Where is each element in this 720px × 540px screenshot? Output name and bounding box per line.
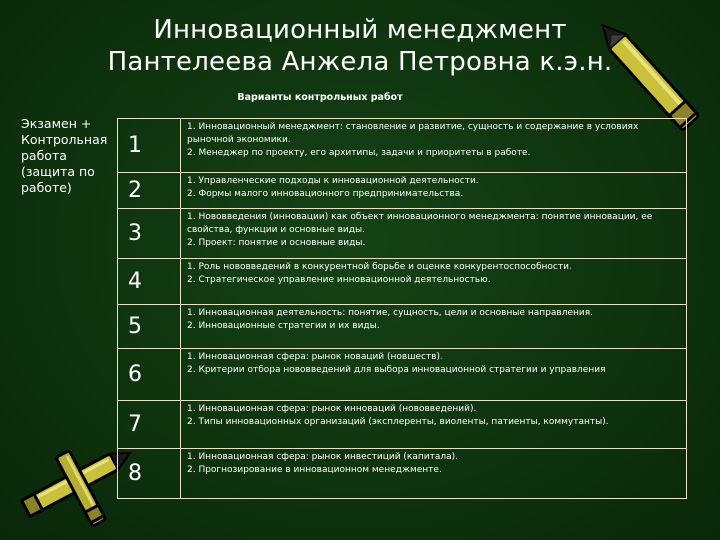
course-title: Инновационный менеджмент (153, 15, 567, 45)
variant-row (118, 305, 687, 349)
variants-table (117, 118, 687, 499)
topic-item: 1. Инновационная сфера: рынок инвестиций (капитала). (187, 452, 459, 462)
variant-topics (181, 401, 687, 449)
topic-item: 2. Типы инновационных организаций (эксплеренты, виоленты, патиенты, коммутанты). (187, 417, 609, 427)
variant-topics (181, 349, 687, 401)
topic-item: 1. Нововведения (инновации) как объект инновационного менеджмента: понятие инновации, ее свойства, функции и основные виды. (187, 212, 653, 235)
variant-number: 8 (118, 449, 181, 499)
variant-topics (181, 209, 687, 259)
variant-number: 6 (118, 349, 181, 401)
variant-topics (181, 305, 687, 349)
variant-row (118, 349, 687, 401)
topic-item: 1. Инновационная сфера: рынок инноваций (нововведений). (187, 404, 477, 414)
page-title (0, 14, 720, 78)
variant-number: 3 (118, 209, 181, 259)
variant-number: 4 (118, 259, 181, 305)
variant-row (118, 259, 687, 305)
assessment-note: Экзамен + Контрольная работа (защита по работе) (21, 116, 108, 195)
variant-row (118, 209, 687, 259)
variant-topics (181, 173, 687, 209)
variant-row (118, 173, 687, 209)
variant-number: 1 (118, 119, 181, 173)
variant-row (118, 119, 687, 173)
variant-number: 7 (118, 401, 181, 449)
variants-heading: Варианты контрольных работ (237, 92, 403, 103)
variant-number: 2 (118, 173, 181, 209)
variant-topics (181, 259, 687, 305)
variant-number: 5 (118, 305, 181, 349)
variant-topics (181, 119, 687, 173)
variant-row (118, 449, 687, 499)
topic-item: 1. Инновационный менеджмент: становление и развитие, сущность и содержание в условиях рыночной экономики. (187, 122, 639, 145)
topic-item: 1. Роль нововведений в конкурентной борьбе и оценке конкурентоспособности. (187, 262, 572, 272)
pencil-icon (40, 440, 120, 540)
topic-item: 2. Проект: понятие и основные виды. (187, 238, 366, 248)
variant-topics (181, 449, 687, 499)
topic-item: 1. Инновационная деятельность: понятие, сущность, цели и основные направления. (187, 308, 593, 318)
variant-row (118, 401, 687, 449)
topic-item: 1. Инновационная сфера: рынок новаций (новшеств). (187, 352, 443, 362)
topic-item: 1. Управленческие подходы к инновационной деятельности. (187, 176, 479, 186)
topic-item: 2. Стратегическое управление инновационной деятельностью. (187, 275, 491, 285)
topic-item: 2. Критерии отбора нововведений для выбора инновационной стратегии и управления (187, 365, 606, 375)
topic-item: 2. Инновационные стратегии и их виды. (187, 321, 380, 331)
topic-item: 2. Формы малого инновационного предпринимательства. (187, 189, 464, 199)
topic-item: 2. Прогнозирование в инновационном менеджменте. (187, 465, 442, 475)
topic-item: 2. Менеджер по проекту, его архитипы, задачи и приоритеты в работе. (187, 148, 531, 158)
author-line: Пантелеева Анжела Петровна к.э.н. (107, 47, 613, 77)
